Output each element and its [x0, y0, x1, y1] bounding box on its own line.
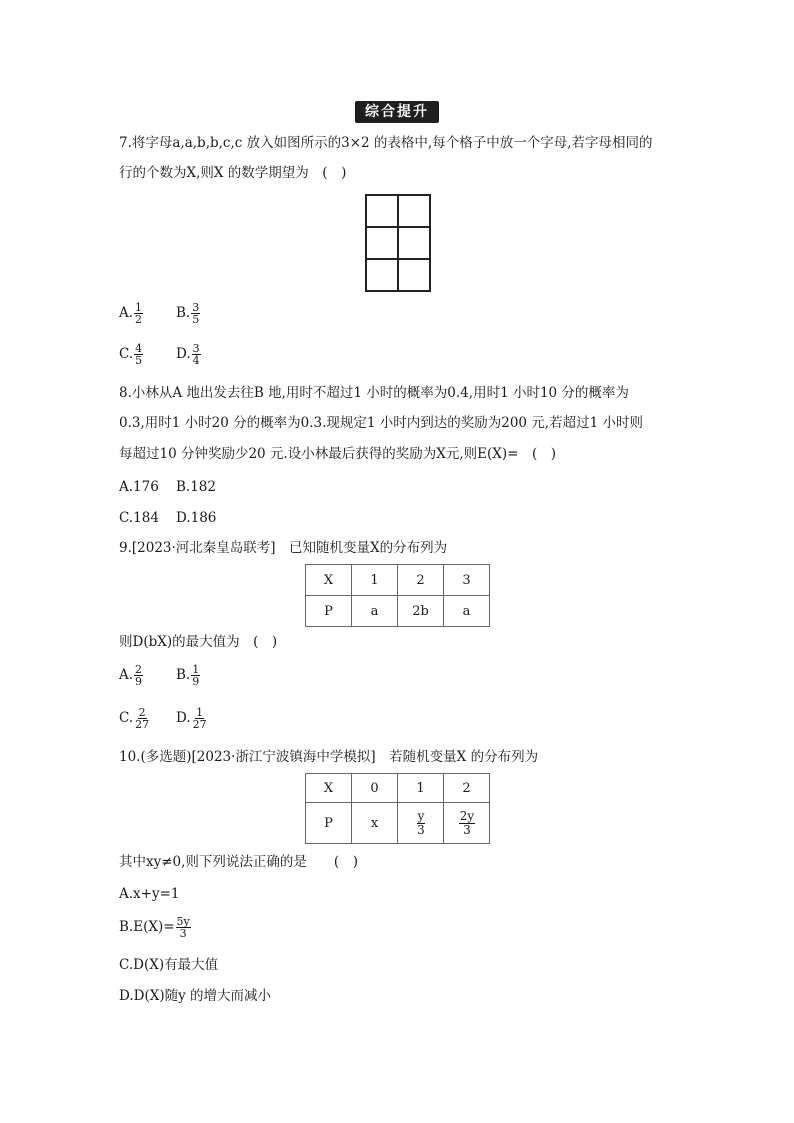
- q9-table-header-2: 2: [398, 565, 444, 596]
- q7-option-b: B. $\frac{3}{5}$: [176, 301, 200, 326]
- q10-table-header-1: 1: [398, 774, 444, 803]
- q10-option-b: B.E(X)= $\frac{5y}{3}$: [119, 915, 190, 940]
- section-title: 综合提升: [355, 101, 439, 123]
- q9-table-header-x: X: [306, 565, 352, 596]
- q9-table-p3: a: [444, 596, 490, 627]
- q8-stem-line2: 0.3,用时1 小时20 分的概率为0.3.现规定1 小时内到达的奖励为200 元,若超过1 小时则: [119, 415, 643, 431]
- q9-option-c: C. $\frac{2}{27}$: [119, 706, 150, 731]
- q10-table-header-0: 0: [352, 774, 398, 803]
- q7-stem-line1: 7.将字母a,a,b,b,c,c 放入如图所示的3×2 的表格中,每个格子中放一个字母,若字母相同的: [119, 135, 653, 151]
- q10-table-p-label: P: [306, 803, 352, 844]
- q10-option-d: D.D(X)随y 的增大而减小: [119, 988, 272, 1004]
- q7-stem-line2: 行的个数为X,则X 的数学期望为 ( ): [119, 165, 347, 181]
- q9-table-p2: 2b: [398, 596, 444, 627]
- q10-option-a: A.x+y=1: [119, 886, 180, 902]
- q7-option-d: D. $\frac{3}{4}$: [176, 342, 200, 367]
- q8-option-b: B.182: [176, 479, 216, 495]
- q9-distribution-table: [305, 564, 490, 627]
- q9-table-header-1: 1: [352, 565, 398, 596]
- q10-stem-line2: 其中xy≠0,则下列说法正确的是 ( ): [119, 854, 358, 870]
- q9-table-p1: a: [352, 596, 398, 627]
- q7-option-c: C. $\frac{4}{5}$: [119, 342, 143, 367]
- q10-table-p2: $\frac{2y}{3}$: [444, 803, 490, 844]
- q7-option-a: A. $\frac{1}{2}$: [119, 301, 143, 326]
- q7-grid-3x2: [365, 194, 431, 292]
- q10-table-p0: x: [352, 803, 398, 844]
- q9-stem-line2: 则D(bX)的最大值为 ( ): [119, 634, 278, 650]
- q8-option-d: D.186: [176, 510, 217, 526]
- q9-stem-line1: 9.[2023·河北秦皇岛联考] 已知随机变量X的分布列为: [119, 540, 448, 556]
- q9-option-d: D. $\frac{1}{27}$: [176, 706, 207, 731]
- q9-option-a: A. $\frac{2}{9}$: [119, 663, 143, 688]
- q10-table-header-x: X: [306, 774, 352, 803]
- q9-table-header-3: 3: [444, 565, 490, 596]
- q10-stem-line1: 10.(多选题)[2023·浙江宁波镇海中学模拟] 若随机变量X 的分布列为: [119, 749, 539, 765]
- q9-table-p-label: P: [306, 596, 352, 627]
- q10-option-c: C.D(X)有最大值: [119, 957, 219, 973]
- q9-option-b: B. $\frac{1}{9}$: [176, 663, 200, 688]
- q10-table-p1: $\frac{y}{3}$: [398, 803, 444, 844]
- q8-stem-line3: 每超过10 分钟奖励少20 元.设小林最后获得的奖励为X元,则E(X)= ( ): [119, 446, 556, 462]
- q8-option-a: A.176: [119, 479, 159, 495]
- q10-table-header-2: 2: [444, 774, 490, 803]
- q8-stem-line1: 8.小林从A 地出发去往B 地,用时不超过1 小时的概率为0.4,用时1 小时10 分的概率为: [119, 385, 629, 401]
- q10-distribution-table: [305, 773, 490, 844]
- q8-option-c: C.184: [119, 510, 159, 526]
